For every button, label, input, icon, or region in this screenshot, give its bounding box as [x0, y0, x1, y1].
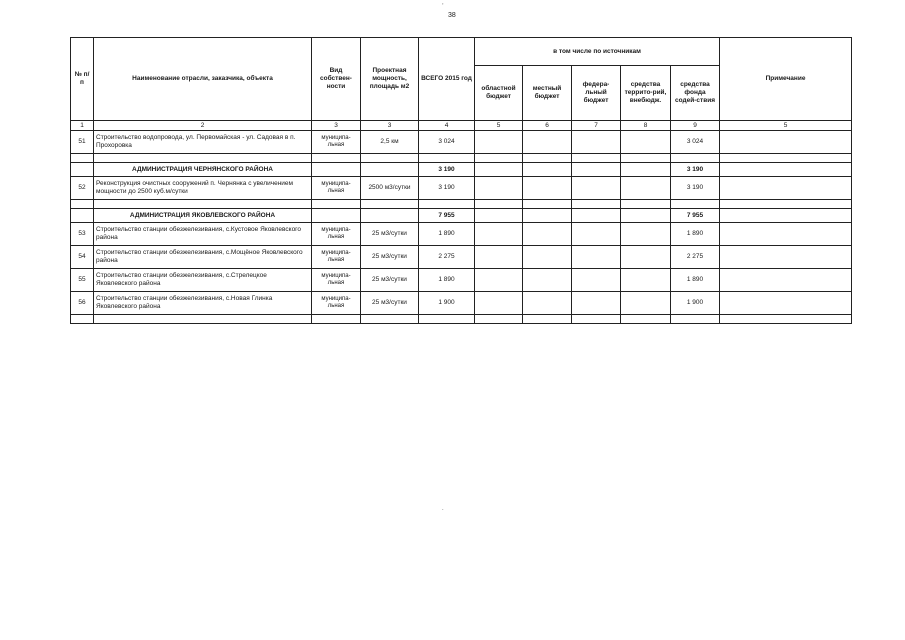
row-ownership: муниципа-льная: [312, 177, 361, 200]
row-total: 3 024: [419, 131, 475, 154]
scan-mark: -: [346, 197, 348, 203]
row-fund: 1 890: [671, 223, 720, 246]
row-name: Реконструкция очистных сооружений п. Чернянка с увеличением мощности до 2500 куб.м/сутки: [94, 177, 312, 200]
header-regional: областной бюджет: [475, 66, 523, 121]
col-number: 4: [419, 121, 475, 131]
row-capacity: 25 м3/сутки: [361, 246, 419, 269]
header-total: ВСЕГО 2015 год: [419, 38, 475, 121]
header-name: Наименование отрасли, заказчика, объекта: [94, 38, 312, 121]
col-number: 3: [312, 121, 361, 131]
row-name: Строительство водопровода, ул. Первомайская - ул. Садовая в п. Прохоровка: [94, 131, 312, 154]
row-num: 56: [71, 292, 94, 315]
row-name: Строительство станции обезжелезивания, с.Новая Глинка Яковлевского района: [94, 292, 312, 315]
blank-row: [71, 154, 852, 163]
col-number: 8: [621, 121, 671, 131]
row-ownership: муниципа-льная: [312, 269, 361, 292]
row-ownership: муниципа-льная: [312, 292, 361, 315]
section-fund: 7 955: [671, 209, 720, 223]
row-name: Строительство станции обезжелезивания, с.Кустовое Яковлевского района: [94, 223, 312, 246]
col-number: 2: [94, 121, 312, 131]
row-total: 2 275: [419, 246, 475, 269]
row-ownership: муниципа-льная: [312, 131, 361, 154]
table-row: [71, 292, 852, 315]
row-ownership: муниципа-льная: [312, 223, 361, 246]
blank-row: [71, 315, 852, 324]
table-row: [71, 246, 852, 269]
row-name: Строительство станции обезжелезивания, с.Стрелецкое Яковлевского района: [94, 269, 312, 292]
header-note: Примечание: [720, 38, 852, 121]
table-row: [71, 223, 852, 246]
header-ownership: Вид собствен-ности: [312, 38, 361, 121]
column-number-row: [71, 121, 852, 131]
row-fund: 3 024: [671, 131, 720, 154]
row-num: 53: [71, 223, 94, 246]
row-total: 3 190: [419, 177, 475, 200]
investment-table: [70, 37, 852, 324]
blank-row: [71, 200, 852, 209]
header-federal: федера-льный бюджет: [572, 66, 621, 121]
row-fund: 1 890: [671, 269, 720, 292]
section-title: АДМИНИСТРАЦИЯ ЯКОВЛЕВСКОГО РАЙОНА: [94, 209, 312, 223]
header-row-1: [71, 38, 852, 66]
row-name: Строительство станции обезжелезивания, с.Мощёное Яковлевского района: [94, 246, 312, 269]
col-number: 6: [523, 121, 572, 131]
section-total: 3 190: [419, 163, 475, 177]
header-num: № п/п: [71, 38, 94, 121]
col-number: 7: [572, 121, 621, 131]
table-row: [71, 269, 852, 292]
row-capacity: 25 м3/сутки: [361, 223, 419, 246]
row-capacity: 2500 м3/сутки: [361, 177, 419, 200]
section-row: [71, 163, 852, 177]
row-fund: 3 190: [671, 177, 720, 200]
section-total: 7 955: [419, 209, 475, 223]
col-number: 5: [720, 121, 852, 131]
section-fund: 3 190: [671, 163, 720, 177]
header-local: местный бюджет: [523, 66, 572, 121]
section-title: АДМИНИСТРАЦИЯ ЧЕРНЯНСКОГО РАЙОНА: [94, 163, 312, 177]
section-row: [71, 209, 852, 223]
row-num: 55: [71, 269, 94, 292]
table-row: [71, 177, 852, 200]
table-row: [71, 131, 852, 154]
row-capacity: 2,5 км: [361, 131, 419, 154]
row-ownership: муниципа-льная: [312, 246, 361, 269]
col-number: 9: [671, 121, 720, 131]
header-fund: средства фонда содей-ствия: [671, 66, 720, 121]
row-fund: 1 900: [671, 292, 720, 315]
header-capacity: Проектная мощность, площадь м2: [361, 38, 419, 121]
header-sources: в том числе по источникам: [475, 38, 720, 66]
row-capacity: 25 м3/сутки: [361, 269, 419, 292]
col-number: 3: [361, 121, 419, 131]
row-fund: 2 275: [671, 246, 720, 269]
row-total: 1 890: [419, 269, 475, 292]
col-number: 1: [71, 121, 94, 131]
row-capacity: 25 м3/сутки: [361, 292, 419, 315]
row-num: 54: [71, 246, 94, 269]
page-number: 38: [448, 12, 456, 19]
row-num: 52: [71, 177, 94, 200]
scan-mark-bottom: .: [442, 506, 444, 512]
row-total: 1 900: [419, 292, 475, 315]
header-terr: средства террито-рий, внебюдж.: [621, 66, 671, 121]
row-num: 51: [71, 131, 94, 154]
col-number: 5: [475, 121, 523, 131]
row-total: 1 890: [419, 223, 475, 246]
scan-mark-top: ,: [442, 0, 444, 6]
